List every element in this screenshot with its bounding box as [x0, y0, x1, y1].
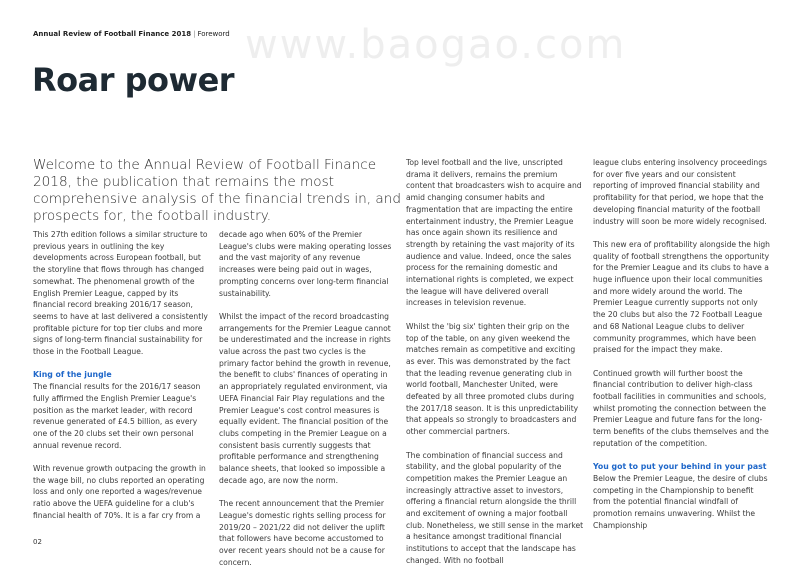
paragraph: Top level football and the live, unscripted drama it delivers, remains the premium content that broadcasters wish to acquire and amid changing consumer habits and fragmentation that are impacting the entire entertainment industry, the Premier League has once again shown its resilience and strength by retaining the vast majority of its audience and value. Indeed, once the sales process for the remaining domestic and international rights is completed, we expect the league will have delivered overall increases in television revenue.	[406, 158, 582, 308]
subheading-put-your-behind-in-your-past: You got to put your behind in your past	[593, 462, 767, 472]
paragraph: Continued growth will further boost the financial contribution to deliver high-class football facilities in communities and schools, whilst promoting the connection between the Premier League and future fans for the long-term benefits of the clubs themselves and the reputation of the competition.	[593, 368, 769, 448]
paragraph: decade ago when 60% of the Premier League's clubs were making operating losses and the vast majority of any revenue increases were being paid out in wages, prompting concerns over long-term financial sustainability.	[219, 230, 392, 298]
paragraph: Whilst the impact of the record broadcasting arrangements for the Premier League cannot be underestimated and the increase in rights value across the past two cycles is the primary factor behind the growth in revenue, the benefit to clubs' finances of operating in an appropriately regulated environment, via UEFA Financial Fair Play regulations and the Premier League's cost control measures is equally evident. The financial position of the clubs competing in the Premier League on a consistent basis currently suggests that profitable performance and strengthening balance sheets, that looked so impossible a decade ago, are now the norm.	[219, 311, 391, 485]
page-number: 02	[33, 538, 42, 546]
paragraph: The financial results for the 2016/17 season fully affirmed the English Premier League's position as the market leader, with record revenue generated of £4.5 billion, as every one of the 20 clubs set their own personal annual revenue record.	[33, 382, 201, 450]
intro-paragraph: Welcome to the Annual Review of Football Finance 2018, the publication that remains the most comprehensive analysis of the financial trends in, and prospects for, the football industry.	[33, 157, 401, 224]
paragraph: The combination of financial success and stability, and the global popularity of the competition makes the Premier League an increasingly attractive asset to investors, offering a financial return alongside the thrill and excitement of owning a major football club. Nonetheless, we still sense in the market a hesitance amongst traditional financial institutions to accept that the landscape has changed. With no football	[406, 450, 584, 565]
running-header	[33, 30, 230, 38]
paragraph: This new era of profitability alongside the high quality of football strengthens the opportunity for the Premier League and its clubs to have a huge influence upon their local communities and more widely around the world. The Premier League currently supports not only the 20 clubs but also the 72 Football League and 68 National League clubs to deliver community programmes, which have been praised for the impact they make.	[593, 239, 770, 355]
column-1	[33, 229, 208, 533]
column-3	[406, 157, 584, 578]
section-name: Foreword	[197, 30, 230, 38]
watermark: www.baogao.com	[245, 22, 627, 68]
subheading-king-of-the-jungle: King of the jungle	[33, 370, 112, 380]
header-separator: |	[193, 30, 196, 38]
publication-title: Annual Review of Football Finance 2018	[33, 30, 192, 38]
paragraph: Below the Premier League, the desire of clubs competing in the Championship to benefit from the potential financial windfall of promotion remains unwavering. Whilst the Championship	[593, 473, 768, 530]
column-2	[219, 229, 396, 580]
paragraph: league clubs entering insolvency proceedings for over five years and our consistent reporting of improved financial stability and profitability for that period, we hope that the developing financial maturity of the football industry will soon be more widely recognised.	[593, 158, 768, 226]
paragraph: Whilst the 'big six' tighten their grip on the top of the table, on any given weekend the matches remain as competitive and exciting as ever. This was demonstrated by the fact that the leading revenue generating club in world football, Manchester United, were defeated by all three promoted clubs during the 2017/18 season. It is this unpredictability that appeals so strongly to broadcasters and other commercial partners.	[406, 321, 579, 437]
page-title: Roar power	[32, 61, 235, 99]
paragraph: With revenue growth outpacing the growth in the wage bill, no clubs reported an operating loss and only one reported a wages/revenue ratio above the UEFA guideline for a club's financial health of 70%. It is a far cry from a	[33, 464, 206, 520]
column-4	[593, 157, 771, 543]
paragraph: The recent announcement that the Premier League's domestic rights selling process for 2019/20 – 2021/22 did not deliver the uplift that followers have become accustomed to over recent years should not be a cause for concern.	[219, 499, 386, 567]
paragraph: This 27th edition follows a similar structure to previous years in outlining the key developments across European football, but the storyline that flows through has changed somewhat. The phenomenal growth of the English Premier League, capped by its financial record breaking 2016/17 season, seems to have at last delivered a consistently profitable picture for top tier clubs and more signs of long-term financial sustainability for those in the Football League.	[33, 230, 208, 357]
